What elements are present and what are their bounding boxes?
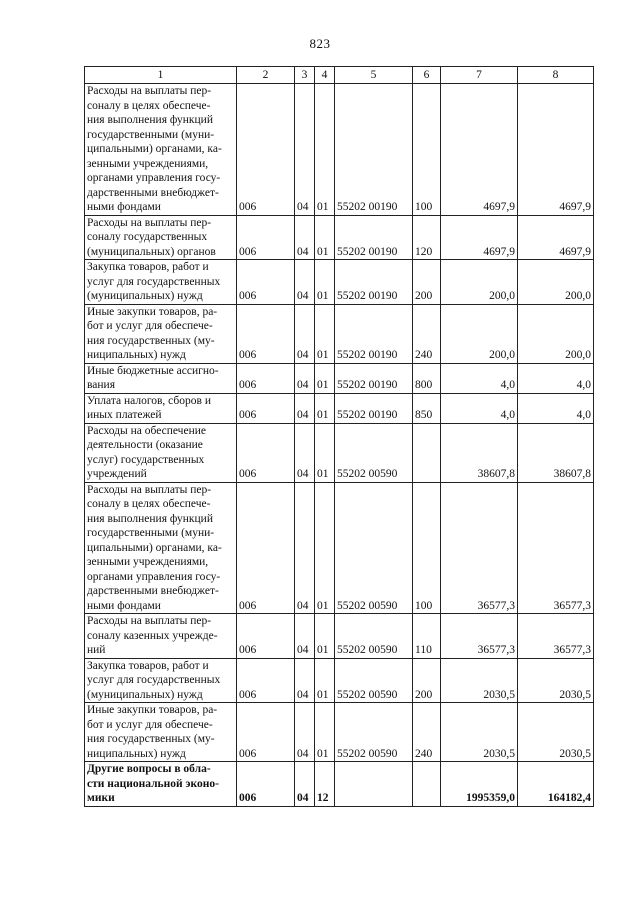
table-row — [85, 84, 594, 216]
table-header-row — [85, 67, 594, 84]
table-row — [85, 762, 594, 807]
subsection-code-cell: 12 — [315, 762, 335, 807]
amount-col7-cell: 4,0 — [441, 363, 518, 393]
amount-col8-cell: 2030,5 — [518, 658, 594, 703]
amount-col8-cell: 36577,3 — [518, 482, 594, 614]
item-name-cell: Закупка товаров, работ и услуг для государственных (муниципальных) нужд — [85, 658, 237, 703]
ministry-code-cell: 006 — [237, 84, 295, 216]
table-row — [85, 304, 594, 363]
target-article-cell: 55202 00590 — [335, 423, 413, 482]
amount-col7-cell: 200,0 — [441, 260, 518, 305]
target-article-cell: 55202 00190 — [335, 215, 413, 260]
amount-col8-cell: 164182,4 — [518, 762, 594, 807]
ministry-code-cell: 006 — [237, 762, 295, 807]
expense-type-cell: 800 — [413, 363, 441, 393]
ministry-code-cell: 006 — [237, 482, 295, 614]
page-number: 823 — [309, 36, 331, 51]
section-code-cell: 04 — [295, 304, 315, 363]
target-article-cell: 55202 00190 — [335, 84, 413, 216]
header-cell-6: 6 — [413, 67, 441, 84]
amount-col7-cell: 2030,5 — [441, 658, 518, 703]
header-cell-4: 4 — [315, 67, 335, 84]
section-code-cell: 04 — [295, 423, 315, 482]
ministry-code-cell: 006 — [237, 304, 295, 363]
amount-col7-cell: 200,0 — [441, 304, 518, 363]
amount-col7-cell: 36577,3 — [441, 482, 518, 614]
expense-type-cell: 200 — [413, 260, 441, 305]
item-name-cell: Уплата налогов, сборов и иных платежей — [85, 393, 237, 423]
header-cell-5: 5 — [335, 67, 413, 84]
item-name-cell: Закупка товаров, работ и услуг для государственных (муниципальных) нужд — [85, 260, 237, 305]
ministry-code-cell: 006 — [237, 658, 295, 703]
item-name-cell: Расходы на выплаты пер- соналу казенных учрежде- ний — [85, 614, 237, 659]
ministry-code-cell: 006 — [237, 215, 295, 260]
table-row — [85, 393, 594, 423]
section-code-cell: 04 — [295, 84, 315, 216]
item-name-cell: Иные закупки товаров, ра- бот и услуг для обеспече- ния государственных (му- ниципальных) нужд — [85, 304, 237, 363]
target-article-cell: 55202 00190 — [335, 393, 413, 423]
amount-col8-cell: 200,0 — [518, 304, 594, 363]
table-row — [85, 482, 594, 614]
item-name-cell: Расходы на выплаты пер- соналу государственных (муниципальных) органов — [85, 215, 237, 260]
header-cell-2: 2 — [237, 67, 295, 84]
subsection-code-cell: 01 — [315, 260, 335, 305]
target-article-cell: 55202 00590 — [335, 658, 413, 703]
amount-col8-cell: 200,0 — [518, 260, 594, 305]
section-code-cell: 04 — [295, 393, 315, 423]
expense-type-cell — [413, 762, 441, 807]
amount-col7-cell: 38607,8 — [441, 423, 518, 482]
section-code-cell: 04 — [295, 482, 315, 614]
amount-col8-cell: 38607,8 — [518, 423, 594, 482]
target-article-cell: 55202 00590 — [335, 703, 413, 762]
subsection-code-cell: 01 — [315, 658, 335, 703]
target-article-cell: 55202 00190 — [335, 304, 413, 363]
item-name-cell: Расходы на выплаты пер- соналу в целях обеспече- ния выполнения функций государственными (муни- ципальными) органами, ка- зенными учреждениями, органами управления госу- дарственными внебюджет- ными фондами — [85, 482, 237, 614]
table-row — [85, 614, 594, 659]
item-name-cell: Расходы на выплаты пер- соналу в целях обеспече- ния выполнения функций государственными (муни- ципальными) органами, ка- зенными учреждениями, органами управления госу- дарственными внебюджет- ными фондами — [85, 84, 237, 216]
table-row — [85, 363, 594, 393]
amount-col8-cell: 4697,9 — [518, 84, 594, 216]
section-code-cell: 04 — [295, 762, 315, 807]
amount-col7-cell: 4697,9 — [441, 84, 518, 216]
section-code-cell: 04 — [295, 658, 315, 703]
target-article-cell: 55202 00590 — [335, 482, 413, 614]
ministry-code-cell: 006 — [237, 614, 295, 659]
item-name-cell: Другие вопросы в обла- сти национальной эконо- мики — [85, 762, 237, 807]
subsection-code-cell: 01 — [315, 84, 335, 216]
amount-col8-cell: 2030,5 — [518, 703, 594, 762]
section-code-cell: 04 — [295, 703, 315, 762]
subsection-code-cell: 01 — [315, 304, 335, 363]
header-cell-7: 7 — [441, 67, 518, 84]
table-row — [85, 260, 594, 305]
subsection-code-cell: 01 — [315, 393, 335, 423]
ministry-code-cell: 006 — [237, 393, 295, 423]
amount-col8-cell: 4697,9 — [518, 215, 594, 260]
ministry-code-cell: 006 — [237, 260, 295, 305]
table-row — [85, 215, 594, 260]
subsection-code-cell: 01 — [315, 703, 335, 762]
subsection-code-cell: 01 — [315, 215, 335, 260]
expense-type-cell: 110 — [413, 614, 441, 659]
subsection-code-cell: 01 — [315, 363, 335, 393]
ministry-code-cell: 006 — [237, 703, 295, 762]
header-cell-1: 1 — [85, 67, 237, 84]
section-code-cell: 04 — [295, 260, 315, 305]
ministry-code-cell: 006 — [237, 423, 295, 482]
header-cell-8: 8 — [518, 67, 594, 84]
subsection-code-cell: 01 — [315, 614, 335, 659]
amount-col7-cell: 4,0 — [441, 393, 518, 423]
section-code-cell: 04 — [295, 363, 315, 393]
item-name-cell: Иные закупки товаров, ра- бот и услуг для обеспече- ния государственных (му- ниципальных) нужд — [85, 703, 237, 762]
amount-col8-cell: 4,0 — [518, 363, 594, 393]
expense-type-cell: 100 — [413, 482, 441, 614]
expense-type-cell: 240 — [413, 703, 441, 762]
expense-type-cell: 200 — [413, 658, 441, 703]
subsection-code-cell: 01 — [315, 482, 335, 614]
amount-col7-cell: 4697,9 — [441, 215, 518, 260]
amount-col7-cell: 2030,5 — [441, 703, 518, 762]
item-name-cell: Иные бюджетные ассигно- вания — [85, 363, 237, 393]
target-article-cell — [335, 762, 413, 807]
table-row — [85, 703, 594, 762]
target-article-cell: 55202 00590 — [335, 614, 413, 659]
expense-type-cell: 100 — [413, 84, 441, 216]
section-code-cell: 04 — [295, 215, 315, 260]
amount-col8-cell: 36577,3 — [518, 614, 594, 659]
table-row — [85, 658, 594, 703]
section-code-cell: 04 — [295, 614, 315, 659]
amount-col7-cell: 1995359,0 — [441, 762, 518, 807]
amount-col8-cell: 4,0 — [518, 393, 594, 423]
expense-type-cell: 240 — [413, 304, 441, 363]
header-cell-3: 3 — [295, 67, 315, 84]
table-row — [85, 423, 594, 482]
subsection-code-cell: 01 — [315, 423, 335, 482]
expense-type-cell — [413, 423, 441, 482]
expense-type-cell: 120 — [413, 215, 441, 260]
target-article-cell: 55202 00190 — [335, 363, 413, 393]
target-article-cell: 55202 00190 — [335, 260, 413, 305]
amount-col7-cell: 36577,3 — [441, 614, 518, 659]
expense-type-cell: 850 — [413, 393, 441, 423]
ministry-code-cell: 006 — [237, 363, 295, 393]
item-name-cell: Расходы на обеспечение деятельности (оказание услуг) государственных учреждений — [85, 423, 237, 482]
budget-table — [84, 66, 594, 807]
